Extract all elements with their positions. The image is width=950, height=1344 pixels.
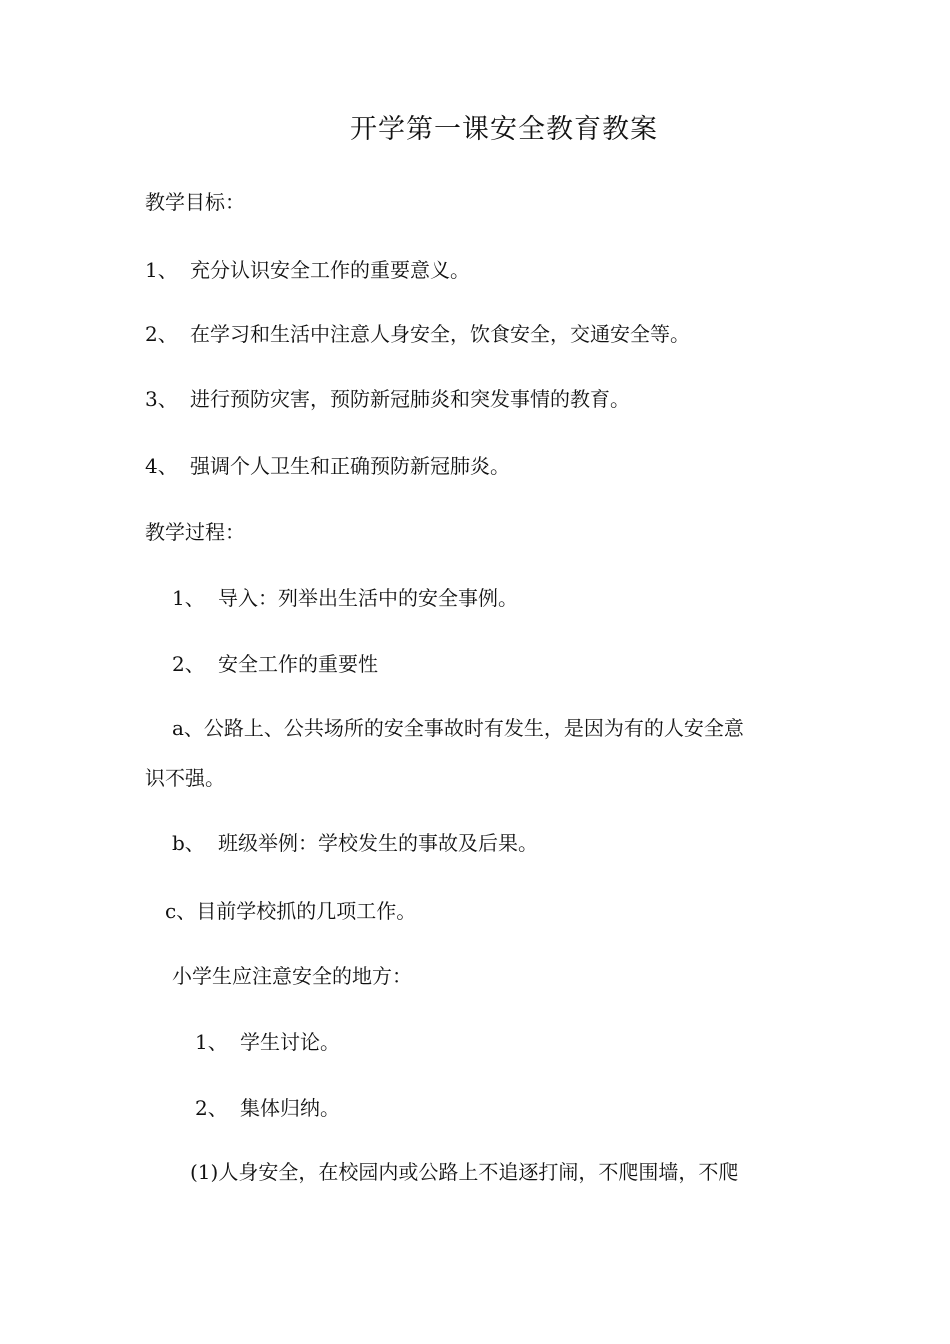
places-item-2 xyxy=(195,1094,340,1122)
point-a-line-2: 识不强。 xyxy=(145,766,225,790)
goal-number: 1、 xyxy=(145,258,178,282)
places-text: 学生讨论。 xyxy=(240,1030,340,1054)
goal-text: 强调个人卫生和正确预防新冠肺炎。 xyxy=(190,454,510,478)
point-b xyxy=(172,829,538,857)
goal-item-4 xyxy=(145,452,510,480)
places-number: 1、 xyxy=(195,1030,228,1054)
safety-item-1: (1)人身安全，在校园内或公路上不追逐打闹，不爬围墙，不爬 xyxy=(190,1160,739,1184)
goal-text: 进行预防灾害，预防新冠肺炎和突发事情的教育。 xyxy=(190,387,630,411)
goal-number: 2、 xyxy=(145,322,178,346)
process-number: 2、 xyxy=(172,652,205,676)
goal-text: 在学习和生活中注意人身安全，饮食安全，交通安全等。 xyxy=(190,322,690,346)
places-text: 集体归纳。 xyxy=(240,1096,340,1120)
goal-number: 4、 xyxy=(145,454,178,478)
point-c: c、目前学校抓的几项工作。 xyxy=(165,899,417,923)
process-heading: 教学过程： xyxy=(145,520,245,544)
document-title: 开学第一课安全教育教案 xyxy=(350,114,658,145)
places-number: 2、 xyxy=(195,1096,228,1120)
process-item-1 xyxy=(172,584,518,612)
places-item-1 xyxy=(195,1028,340,1056)
process-text: 导入：列举出生活中的安全事例。 xyxy=(218,586,518,610)
point-a-line-1: a、公路上、公共场所的安全事故时有发生，是因为有的人安全意 xyxy=(172,716,744,740)
goal-item-1 xyxy=(145,256,470,284)
point-b-text: 班级举例：学校发生的事故及后果。 xyxy=(218,831,538,855)
process-text: 安全工作的重要性 xyxy=(218,652,378,676)
goal-item-3 xyxy=(145,385,630,413)
goals-heading: 教学目标： xyxy=(145,190,245,214)
goal-number: 3、 xyxy=(145,387,178,411)
point-b-label: b、 xyxy=(172,831,205,855)
places-heading: 小学生应注意安全的地方： xyxy=(172,964,412,988)
goal-item-2 xyxy=(145,320,690,348)
process-item-2 xyxy=(172,650,378,678)
goal-text: 充分认识安全工作的重要意义。 xyxy=(190,258,470,282)
process-number: 1、 xyxy=(172,586,205,610)
